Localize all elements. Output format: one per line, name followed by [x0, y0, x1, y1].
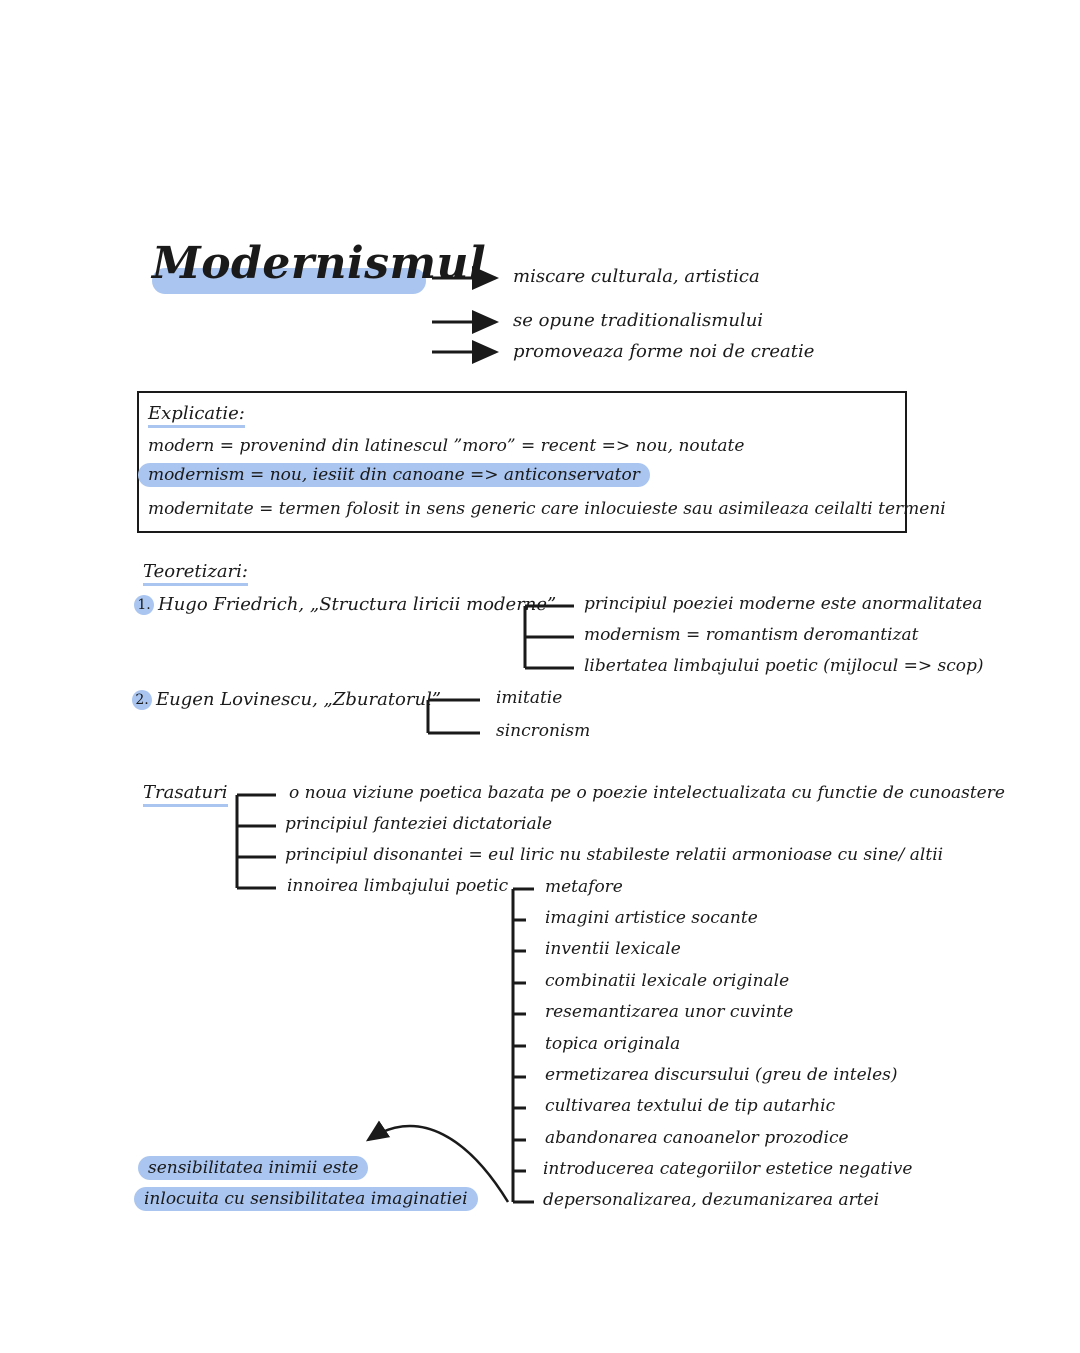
friedrich-bracket [525, 606, 574, 668]
note-line-2: inlocuita cu sensibilitatea imaginatiei [134, 1191, 478, 1208]
explicatie-line-3: modernitate = termen folosit in sens generic care inlocuieste sau asimileaza ceilalti termeni [148, 499, 946, 519]
trasatura-4: innoirea limbajului poetic [287, 876, 509, 896]
explicatie-line-1: modern = provenind din latinescul ”moro” = recent => nou, noutate [148, 436, 745, 456]
lovinescu-point-2: sincronism [496, 721, 591, 741]
teoretizare-1-label: Hugo Friedrich, „Structura liricii moderne” [158, 594, 557, 615]
title-point-3: promoveaza forme noi de creatie [513, 341, 815, 362]
page-title: Modernismul [152, 238, 487, 289]
title-point-1: miscare culturala, artistica [513, 266, 760, 287]
trasatura-3: principiul disonantei = eul liric nu stabileste relatii armonioase cu sine/ altii [285, 845, 944, 865]
limbaj-item-3: inventii lexicale [545, 939, 681, 959]
limbaj-item-6: topica originala [545, 1034, 681, 1054]
lovinescu-point-1: imitatie [496, 688, 563, 708]
friedrich-point-3: libertatea limbajului poetic (mijlocul => scop) [584, 656, 984, 676]
number-badge: 2. [132, 690, 152, 710]
number-badge: 1. [134, 595, 154, 615]
trasaturi-heading: Trasaturi [143, 784, 228, 802]
title-point-2: se opune traditionalismului [513, 310, 764, 331]
limbaj-item-10: introducerea categoriilor estetice negative [543, 1159, 913, 1179]
explicatie-heading: Explicatie: [148, 405, 245, 423]
note-line-1: sensibilitatea inimii este [138, 1160, 368, 1177]
limbaj-item-8: cultivarea textului de tip autarhic [545, 1096, 836, 1116]
limbaj-item-1: metafore [545, 877, 623, 897]
teoretizari-heading: Teoretizari: [143, 563, 248, 581]
limbaj-item-2: imagini artistice socante [545, 908, 758, 928]
limbaj-bracket [513, 889, 534, 1202]
limbaj-item-11: depersonalizarea, dezumanizarea artei [543, 1190, 880, 1210]
limbaj-item-5: resemantizarea unor cuvinte [545, 1002, 794, 1022]
friedrich-point-2: modernism = romantism deromantizat [584, 625, 919, 645]
friedrich-point-1: principiul poeziei moderne este anormalitatea [584, 594, 983, 614]
teoretizare-1 [134, 595, 556, 615]
trasatura-2: principiul fanteziei dictatoriale [285, 814, 553, 834]
limbaj-item-9: abandonarea canoanelor prozodice [545, 1128, 849, 1148]
trasaturi-bracket [237, 795, 276, 888]
explicatie-line-2: modernism = nou, iesiit din canoane => anticonservator [138, 467, 650, 484]
trasatura-1: o noua viziune poetica bazata pe o poezie intelectualizata cu functie de cunoastere [289, 783, 1005, 803]
limbaj-item-7: ermetizarea discursului (greu de inteles) [545, 1065, 898, 1085]
teoretizare-2 [132, 690, 441, 710]
teoretizare-2-label: Eugen Lovinescu, „Zburatorul” [156, 689, 442, 710]
limbaj-item-4: combinatii lexicale originale [545, 971, 790, 991]
